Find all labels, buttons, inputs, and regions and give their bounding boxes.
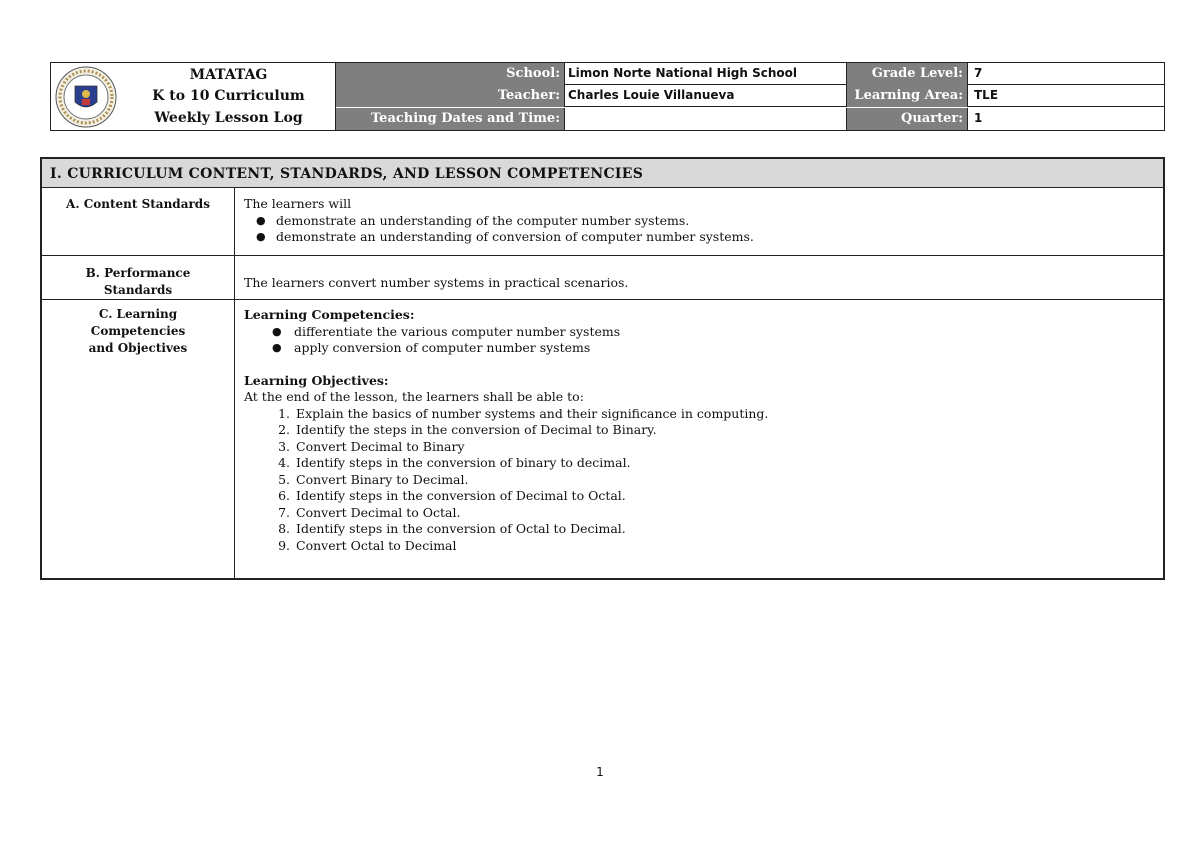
- content-standard-bullet: ● demonstrate an understanding of conversion of computer number systems.: [244, 229, 1144, 246]
- performance-standards-text: The learners convert number systems in practical scenarios.: [244, 275, 629, 290]
- learning-competencies-label-line2: Competencies: [90, 324, 186, 338]
- learning-competencies-label: [42, 306, 234, 357]
- learning-competencies-label-line3: and Objectives: [88, 341, 188, 355]
- objectives-intro: At the end of the lesson, the learners shall be able to:: [244, 389, 584, 404]
- objectives-list: [244, 406, 1144, 555]
- objective-item: 7. Convert Decimal to Octal.: [278, 504, 461, 520]
- learning-competencies-label-line1: C. Learning: [98, 307, 178, 321]
- school-value: Limon Norte National High School: [564, 63, 847, 85]
- content-standards-label: A. Content Standards: [66, 197, 210, 211]
- grade-level-label: Grade Level:: [847, 63, 967, 85]
- row-divider: [42, 255, 1163, 256]
- header-row-school: [336, 63, 1164, 85]
- learning-competencies-cell: [244, 307, 1144, 554]
- header-title-matatag: MATATAG: [189, 67, 268, 83]
- quarter-value: 1: [967, 108, 1164, 130]
- section-heading: I. CURRICULUM CONTENT, STANDARDS, AND LESSON COMPETENCIES: [42, 159, 1163, 188]
- teaching-dates-value: [564, 108, 847, 130]
- page-number: 1: [596, 765, 604, 779]
- curriculum-table: [40, 157, 1165, 580]
- column-divider: [234, 188, 235, 578]
- competency-bullet: ● apply conversion of computer number systems: [244, 340, 1144, 357]
- performance-standards-label: [42, 265, 234, 299]
- quarter-label: Quarter:: [847, 108, 967, 130]
- content-standard-bullet: ● demonstrate an understanding of the computer number systems.: [244, 213, 1144, 230]
- performance-standards-label-line2: Standards: [103, 283, 173, 297]
- competencies-heading: Learning Competencies:: [244, 307, 415, 322]
- grade-level-value: 7: [967, 63, 1164, 85]
- row-divider: [42, 299, 1163, 300]
- school-label: School:: [336, 63, 564, 85]
- objective-item: 4. Identify steps in the conversion of binary to decimal.: [278, 455, 631, 470]
- header-title-curriculum: K to 10 Curriculum: [152, 88, 305, 104]
- objective-item: 1. Explain the basics of number systems and their significance in computing.: [278, 405, 769, 421]
- objective-item: 5. Convert Binary to Decimal.: [278, 471, 469, 487]
- content-standards-cell: [244, 196, 1144, 246]
- objective-item: 9. Convert Octal to Decimal: [278, 537, 457, 553]
- objectives-heading: Learning Objectives:: [244, 372, 389, 388]
- objective-item: 6. Identify steps in the conversion of Decimal to Octal.: [278, 488, 626, 503]
- header-row-teacher: [336, 85, 1164, 107]
- objective-item: 8. Identify steps in the conversion of Octal to Decimal.: [278, 521, 626, 536]
- objective-item: 3. Convert Decimal to Binary: [278, 438, 465, 454]
- teaching-dates-label: Teaching Dates and Time:: [336, 108, 564, 130]
- deped-seal-icon: [55, 66, 117, 128]
- content-standards-intro: The learners will: [244, 196, 352, 211]
- performance-standards-label-line1: B. Performance: [85, 266, 191, 280]
- header-title-block: [51, 63, 336, 130]
- teacher-value: Charles Louie Villanueva: [564, 85, 847, 107]
- teacher-label: Teacher:: [336, 85, 564, 107]
- learning-area-label: Learning Area:: [847, 85, 967, 107]
- lesson-log-header: [50, 62, 1165, 131]
- header-title-lesson-log: Weekly Lesson Log: [154, 110, 303, 126]
- competency-bullet: ● differentiate the various computer number systems: [244, 324, 1144, 341]
- learning-area-value: TLE: [967, 85, 1164, 107]
- header-row-dates: [336, 108, 1164, 130]
- objective-item: 2. Identify the steps in the conversion of Decimal to Binary.: [278, 422, 657, 437]
